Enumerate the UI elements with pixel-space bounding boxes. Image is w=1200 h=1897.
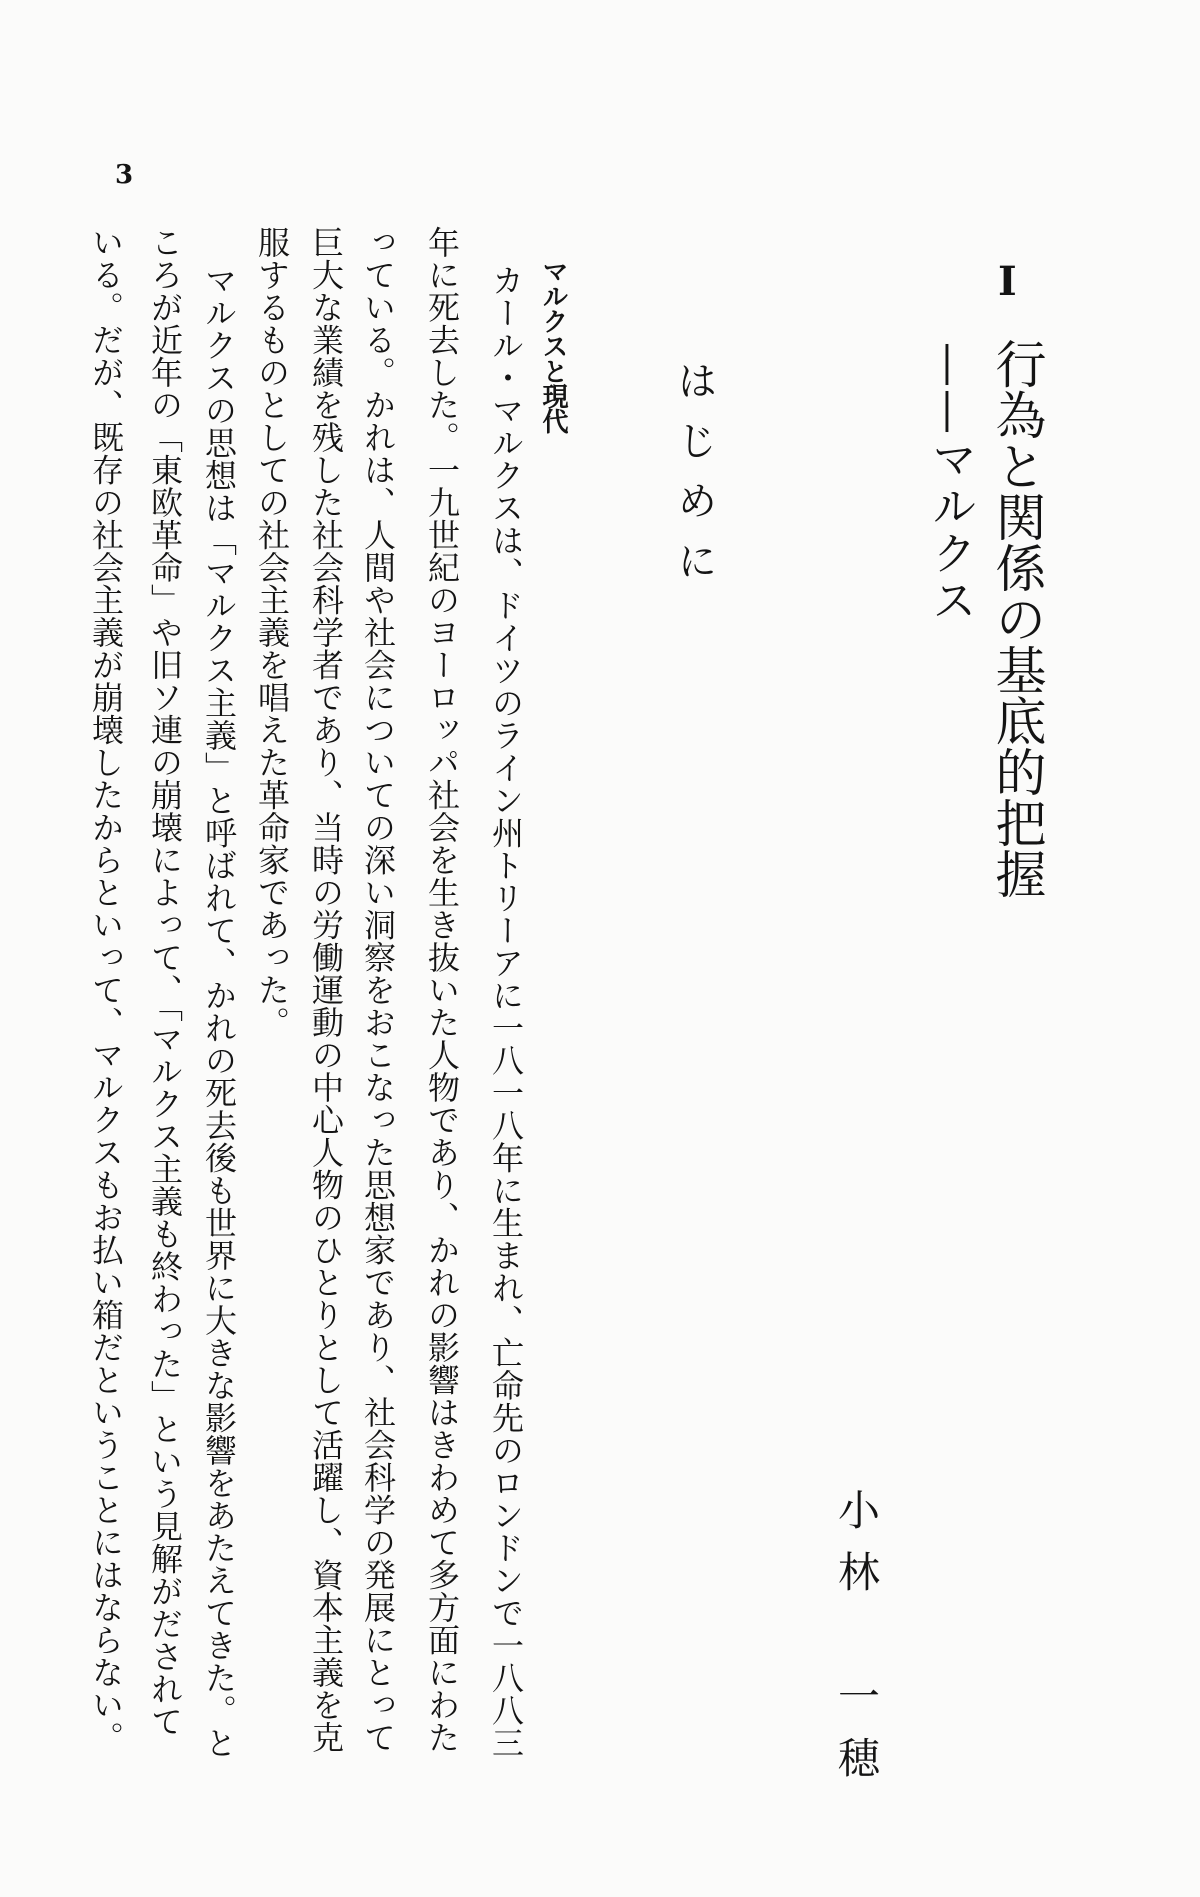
section-heading: はじめに	[671, 360, 717, 600]
body-line: 服するものとしての社会主義を唱えた革命家であった。	[253, 226, 291, 1039]
body-line: マルクスの思想は「マルクス主義」と呼ばれて、かれの死去後も世界に大きな影響をあたえてきた。と	[200, 264, 238, 1759]
chapter-title: 行為と関係の基底的把握	[986, 338, 1045, 899]
body-line: ころが近年の「東欧革命」や旧ソ連の崩壊によって、「マルクス主義も終わった」という見解がだされて	[146, 226, 184, 1738]
body-line: 年に死去した。一九世紀のヨーロッパ社会を生き抜いた人物であり、かれの影響はきわめて多方面にわた	[423, 226, 461, 1754]
author-name: 小林 一穂	[832, 1488, 881, 1798]
body-line: 巨大な業績を残した社会科学者であり、当時の労働運動の中心人物のひとりとして活躍し、資本主義を克	[307, 226, 345, 1754]
chapter-subtitle: ——マルクス	[924, 342, 977, 624]
body-line: カール・マルクスは、ドイツのライン州トリーアに一八一八年に生まれ、亡命先のロンドンで一八八三	[487, 264, 525, 1759]
chapter-numeral: I	[998, 258, 1017, 305]
page-number: 3	[115, 160, 134, 190]
subsection-heading: マルクスと現代	[538, 258, 568, 433]
body-line: いる。だが、既存の社会主義が崩壊したからといって、マルクスもお払い箱だということにはならない。	[87, 226, 125, 1754]
body-line: っている。かれは、人間や社会についての深い洞察をおこなった思想家であり、社会科学の発展にとって	[359, 226, 397, 1754]
